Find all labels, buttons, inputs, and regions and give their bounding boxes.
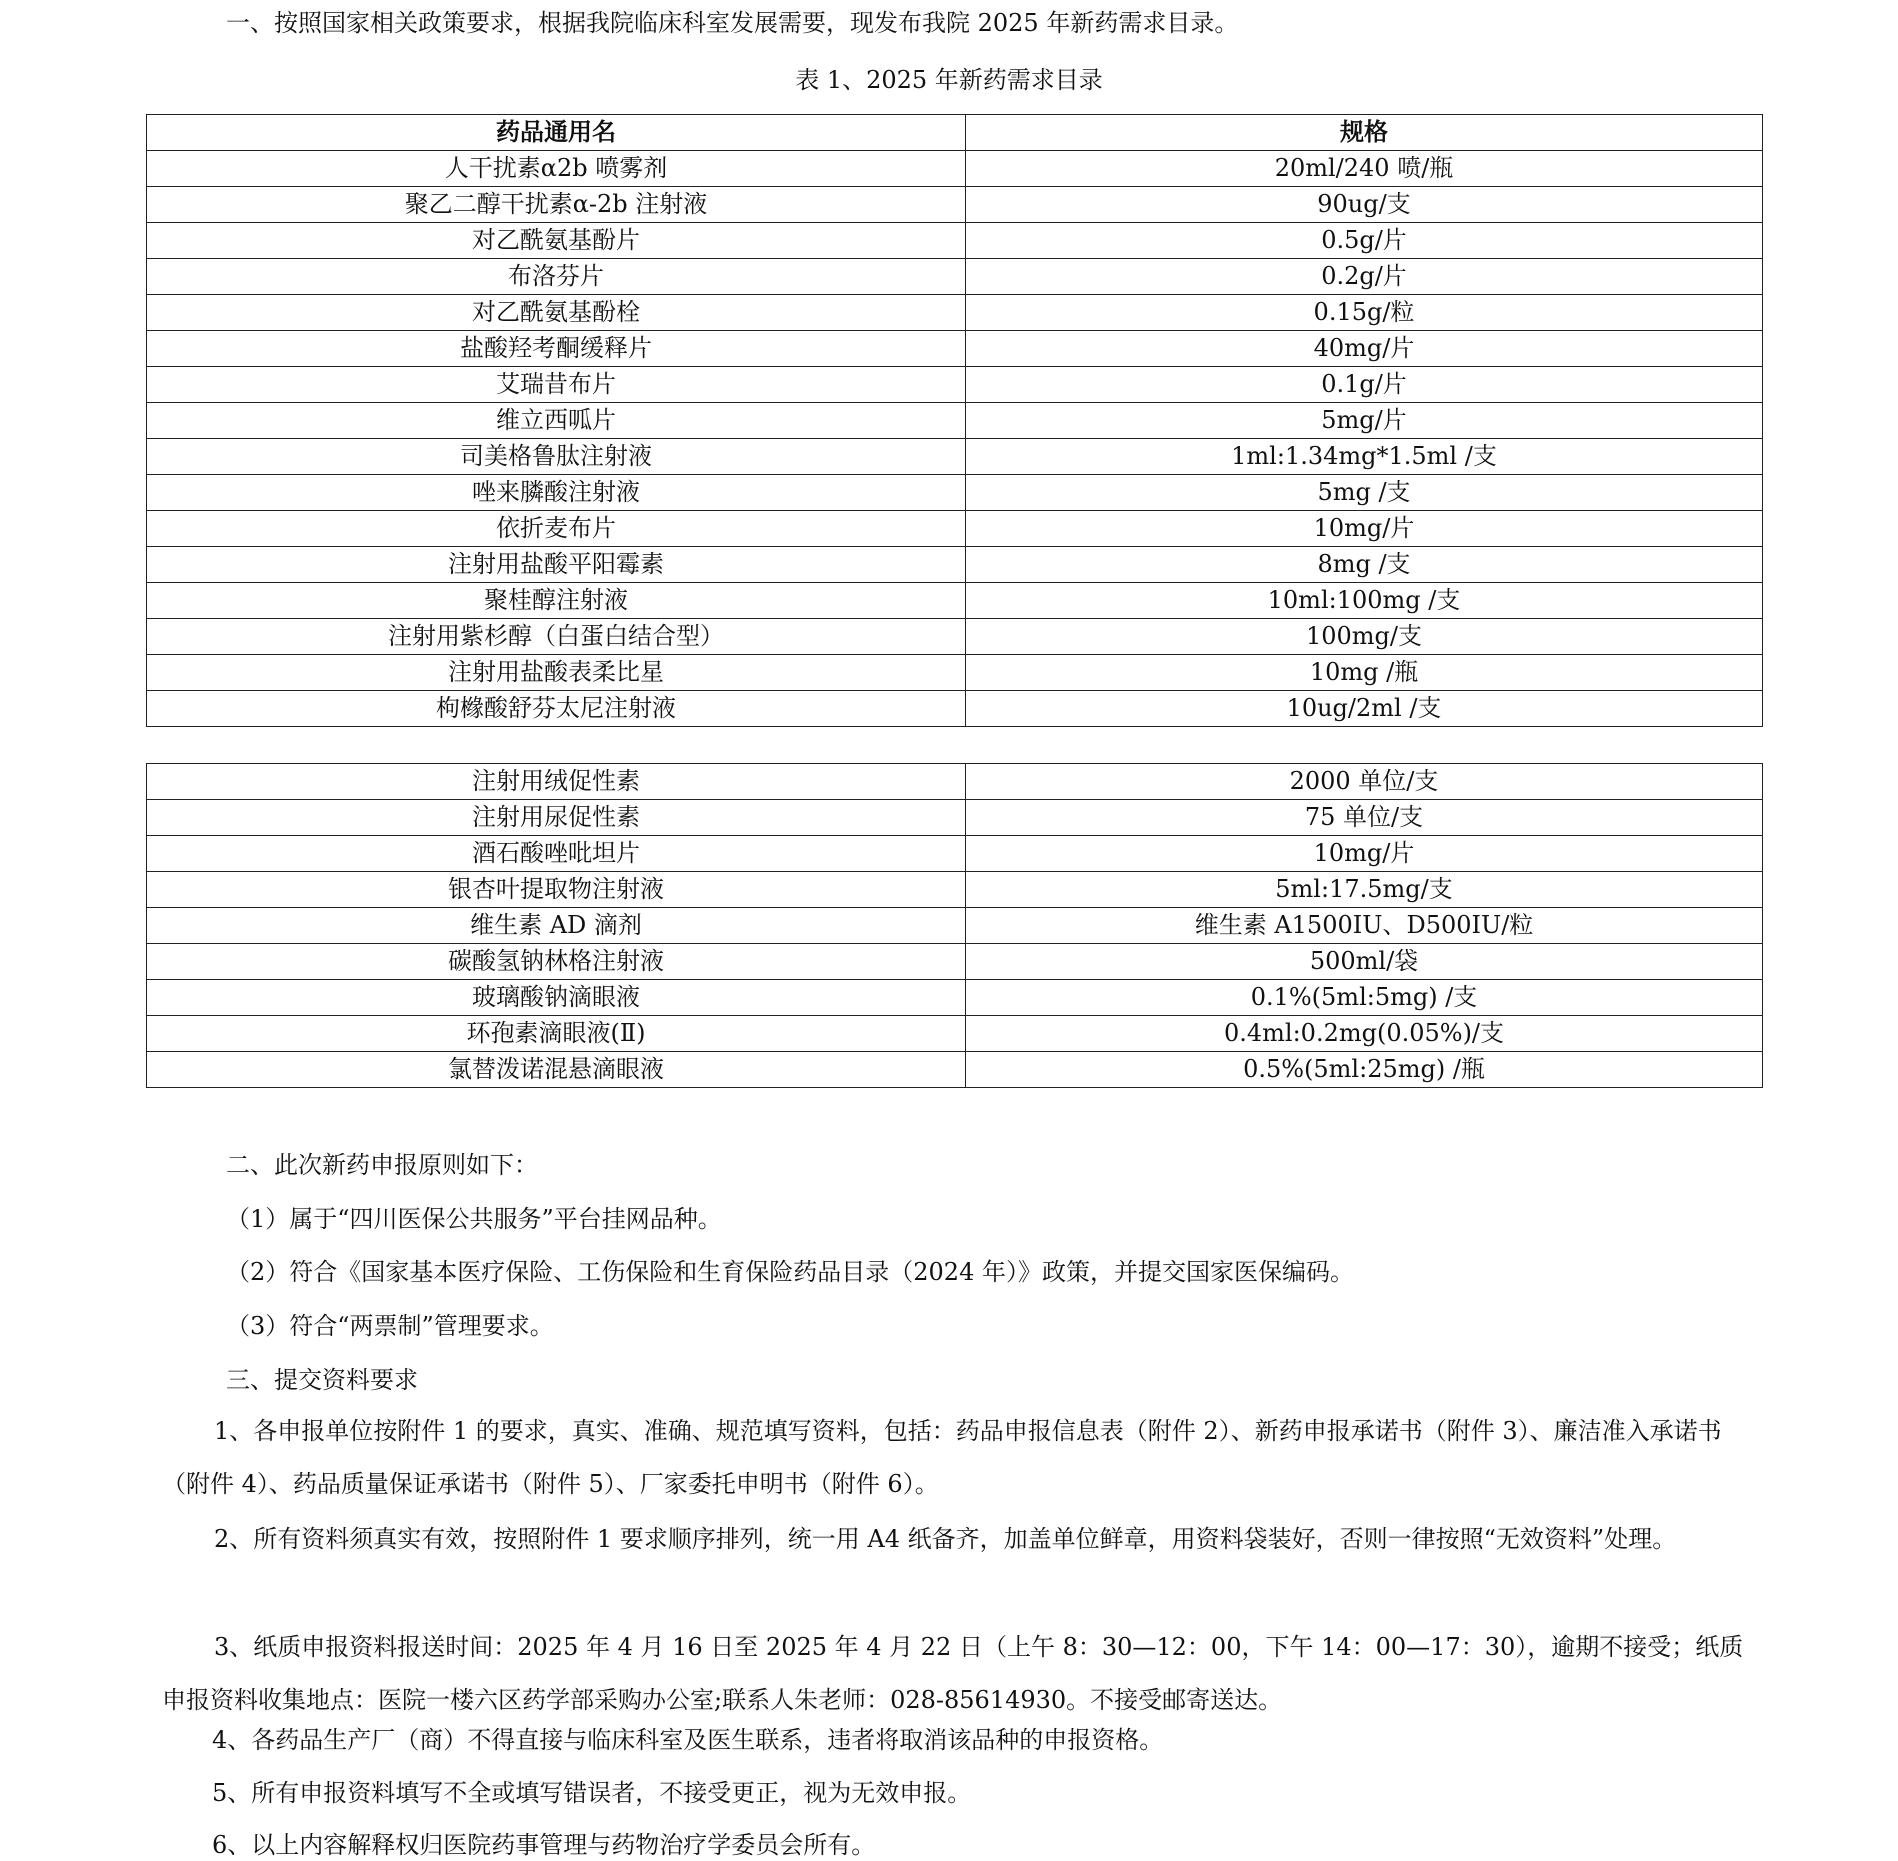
drug-name-cell: 环孢素滴眼液(Ⅱ) <box>147 1016 966 1052</box>
section-2-title: 二、此次新药申报原则如下： <box>226 1151 538 1179</box>
drug-name-cell: 枸橼酸舒芬太尼注射液 <box>147 691 966 727</box>
intro-paragraph: 一、按照国家相关政策要求，根据我院临床科室发展需要，现发布我院 2025 年新药需求目录。 <box>226 9 1239 37</box>
table-row <box>147 547 1763 583</box>
spec-cell: 5ml:17.5mg/支 <box>966 872 1763 908</box>
spec-cell: 5mg/片 <box>966 403 1763 439</box>
drug-name-cell: 银杏叶提取物注射液 <box>147 872 966 908</box>
header-spec: 规格 <box>966 115 1763 151</box>
drug-name-cell: 氯替泼诺混悬滴眼液 <box>147 1052 966 1088</box>
spec-cell: 75 单位/支 <box>966 800 1763 836</box>
table-row <box>147 583 1763 619</box>
table-row <box>147 403 1763 439</box>
table-row <box>147 223 1763 259</box>
drug-name-cell: 注射用尿促性素 <box>147 800 966 836</box>
drug-name-cell: 人干扰素α2b 喷雾剂 <box>147 151 966 187</box>
principle-2: （2）符合《国家基本医疗保险、工伤保险和生育保险药品目录（2024 年）》政策，并提交国家医保编码。 <box>226 1258 1354 1286</box>
spec-cell: 0.4ml:0.2mg(0.05%)/支 <box>966 1016 1763 1052</box>
requirement-4: 4、各药品生产厂（商）不得直接与临床科室及医生联系，违者将取消该品种的申报资格。 <box>212 1726 1164 1754</box>
table-row <box>147 295 1763 331</box>
spec-cell: 0.5g/片 <box>966 223 1763 259</box>
table-row <box>147 655 1763 691</box>
table-row <box>147 836 1763 872</box>
drug-name-cell: 聚乙二醇干扰素α-2b 注射液 <box>147 187 966 223</box>
table-header-row <box>147 115 1763 151</box>
table-row <box>147 619 1763 655</box>
principle-1: （1）属于“四川医保公共服务”平台挂网品种。 <box>226 1205 722 1233</box>
drug-name-cell: 注射用紫杉醇（白蛋白结合型） <box>147 619 966 655</box>
spec-cell: 8mg /支 <box>966 547 1763 583</box>
spec-cell: 0.1%(5ml:5mg) /支 <box>966 980 1763 1016</box>
spec-cell: 0.15g/粒 <box>966 295 1763 331</box>
spec-cell: 0.5%(5ml:25mg) /瓶 <box>966 1052 1763 1088</box>
spec-cell: 40mg/片 <box>966 331 1763 367</box>
drug-name-cell: 聚桂醇注射液 <box>147 583 966 619</box>
spec-cell: 90ug/支 <box>966 187 1763 223</box>
requirement-3: 3、纸质申报资料报送时间：2025 年 4 月 16 日至 2025 年 4 月 22 日（上午 8：30—12：00，下午 14：00—17：30），逾期不接受；纸质申报资料收集地点：医院一楼六区药学部采购办公室;联系人朱老师：028-85614930。不接受邮寄送达。 <box>162 1633 1744 1714</box>
drug-name-cell: 维生素 AD 滴剂 <box>147 908 966 944</box>
requirement-2: 2、所有资料须真实有效，按照附件 1 要求顺序排列，统一用 A4 纸备齐，加盖单位鲜章，用资料袋装好，否则一律按照“无效资料”处理。 <box>214 1525 1677 1553</box>
drug-name-cell: 碳酸氢钠林格注射液 <box>147 944 966 980</box>
drug-name-cell: 注射用盐酸表柔比星 <box>147 655 966 691</box>
requirement-6: 6、以上内容解释权归医院药事管理与药物治疗学委员会所有。 <box>212 1831 876 1859</box>
table-row <box>147 475 1763 511</box>
spec-cell: 20ml/240 喷/瓶 <box>966 151 1763 187</box>
table-row <box>147 511 1763 547</box>
spec-cell: 0.2g/片 <box>966 259 1763 295</box>
spec-cell: 500ml/袋 <box>966 944 1763 980</box>
requirement-1: 1、各申报单位按附件 1 的要求，真实、准确、规范填写资料，包括：药品申报信息表（附件 2）、新药申报承诺书（附件 3）、廉洁准入承诺书（附件 4）、药品质量保证承诺书（附件 5）、厂家委托申明书（附件 6）。 <box>162 1417 1722 1498</box>
principle-3: （3）符合“两票制”管理要求。 <box>226 1312 554 1340</box>
table-row <box>147 980 1763 1016</box>
table-row <box>147 944 1763 980</box>
section-3-title: 三、提交资料要求 <box>226 1366 418 1394</box>
spec-cell: 1ml:1.34mg*1.5ml /支 <box>966 439 1763 475</box>
spec-cell: 10mg /瓶 <box>966 655 1763 691</box>
drug-table-part-1 <box>146 114 1763 727</box>
table-row <box>147 1052 1763 1088</box>
drug-name-cell: 唑来膦酸注射液 <box>147 475 966 511</box>
spec-cell: 2000 单位/支 <box>966 764 1763 800</box>
table-body-2 <box>147 764 1763 1088</box>
spec-cell: 维生素 A1500IU、D500IU/粒 <box>966 908 1763 944</box>
spec-cell: 10ml:100mg /支 <box>966 583 1763 619</box>
table-row <box>147 872 1763 908</box>
table-row <box>147 331 1763 367</box>
table-row <box>147 764 1763 800</box>
drug-name-cell: 司美格鲁肽注射液 <box>147 439 966 475</box>
requirement-5: 5、所有申报资料填写不全或填写错误者，不接受更正，视为无效申报。 <box>212 1779 972 1807</box>
table-row <box>147 691 1763 727</box>
drug-name-cell: 盐酸羟考酮缓释片 <box>147 331 966 367</box>
table-row <box>147 908 1763 944</box>
header-drug-name: 药品通用名 <box>147 115 966 151</box>
drug-table-part-2 <box>146 763 1763 1088</box>
spec-cell: 100mg/支 <box>966 619 1763 655</box>
table-row <box>147 259 1763 295</box>
drug-name-cell: 对乙酰氨基酚片 <box>147 223 966 259</box>
drug-name-cell: 布洛芬片 <box>147 259 966 295</box>
table-row <box>147 187 1763 223</box>
drug-name-cell: 注射用盐酸平阳霉素 <box>147 547 966 583</box>
spec-cell: 5mg /支 <box>966 475 1763 511</box>
table-row <box>147 367 1763 403</box>
spec-cell: 0.1g/片 <box>966 367 1763 403</box>
table-row <box>147 439 1763 475</box>
drug-name-cell: 注射用绒促性素 <box>147 764 966 800</box>
spec-cell: 10ug/2ml /支 <box>966 691 1763 727</box>
table-row <box>147 151 1763 187</box>
table-row <box>147 1016 1763 1052</box>
drug-name-cell: 维立西呱片 <box>147 403 966 439</box>
drug-name-cell: 玻璃酸钠滴眼液 <box>147 980 966 1016</box>
drug-name-cell: 艾瑞昔布片 <box>147 367 966 403</box>
table-row <box>147 800 1763 836</box>
spec-cell: 10mg/片 <box>966 511 1763 547</box>
drug-name-cell: 对乙酰氨基酚栓 <box>147 295 966 331</box>
drug-name-cell: 依折麦布片 <box>147 511 966 547</box>
table-caption: 表 1、2025 年新药需求目录 <box>795 66 1103 94</box>
spec-cell: 10mg/片 <box>966 836 1763 872</box>
table-body-1 <box>147 151 1763 727</box>
drug-name-cell: 酒石酸唑吡坦片 <box>147 836 966 872</box>
